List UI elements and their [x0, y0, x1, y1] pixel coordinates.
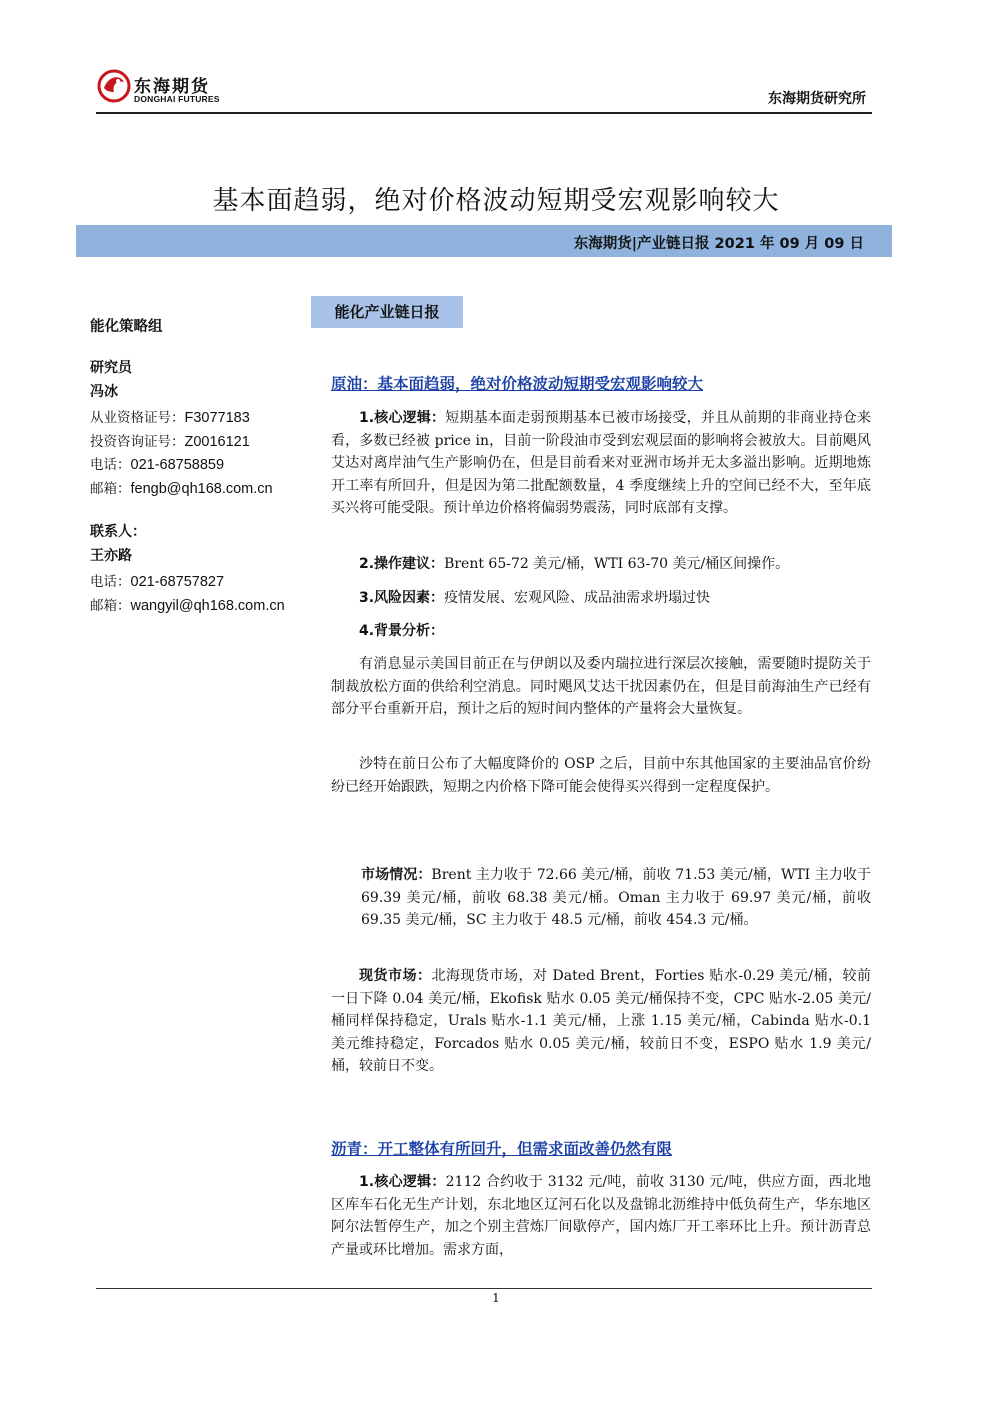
dragon-logo-icon: [96, 66, 132, 106]
contact-mail-line: [90, 594, 285, 614]
crude-market: [331, 864, 871, 932]
mail-label: 邮箱：: [90, 481, 131, 497]
consult-line: [90, 430, 250, 450]
crude-bg-label: 4.背景分析：: [359, 623, 445, 639]
crude-risk-text: 疫情发展、宏观风险、成品油需求坍塌过快: [444, 590, 711, 606]
footer-divider: [96, 1288, 872, 1289]
crude-heading: 原油：基本面趋弱，绝对价格波动短期受宏观影响较大: [331, 375, 704, 393]
mail-value: fengb@qh168.com.cn: [130, 481, 273, 497]
strategy-group: 能化策略组: [90, 319, 163, 335]
header-divider: [96, 112, 872, 114]
consult-value: Z0016121: [184, 434, 250, 450]
contact-label: 联系人：: [90, 524, 146, 540]
crude-risk-label: 3.风险因素：: [359, 590, 445, 606]
tel-value: 021-68758859: [130, 457, 225, 473]
tel-label: 电话：: [90, 457, 131, 473]
logo-text-en: DONGHAI FUTURES: [134, 94, 220, 104]
asphalt-heading: 沥青：开工整体有所回升，但需求面改善仍然有限: [331, 1140, 673, 1158]
researcher-label: 研究员: [90, 360, 132, 376]
crude-risk: [331, 587, 871, 610]
consult-label: 投资咨询证号：: [90, 434, 185, 450]
contact-tel-label: 电话：: [90, 574, 131, 590]
contact-tel-line: [90, 570, 224, 590]
institute-name: 东海期货研究所: [768, 91, 866, 107]
cert-label: 从业资格证号：: [90, 410, 185, 426]
contact-tel-value: 021-68757827: [130, 574, 225, 590]
crude-op-label: 2.操作建议：: [359, 556, 445, 572]
contact-mail-value: wangyil@qh168.com.cn: [130, 598, 285, 614]
contact-name: 王亦路: [90, 548, 132, 564]
crude-operation: [331, 553, 871, 576]
cert-line: [90, 406, 250, 426]
logo-text-cn: 东海期货: [134, 77, 210, 97]
crude-spot-text: 北海现货市场，对 Dated Brent，Forties 贴水-0.29 美元/桶，较前一日下降 0.04 美元/桶，Ekofisk 贴水 0.05 美元/桶保持不变，CPC 贴水-2.05 美元/桶同样保持稳定，Urals 贴水-1.1 美元/桶，上涨 1.15 美元/桶，Cabinda 贴水-0.1 美元维持稳定，Forcados 贴水 0.05 美元/桶，较前日不变，ESPO 贴水 1.9 美元/桶，较前日不变。: [331, 968, 871, 1075]
page-title: 基本面趋弱，绝对价格波动短期受宏观影响较大: [212, 186, 780, 216]
crude-market-text: Brent 主力收于 72.66 美元/桶，前收 71.53 美元/桶，WTI 主力收于 69.39 美元/桶，前收 68.38 美元/桶。Oman 主力收于 69.97 美元/桶，前收 69.35 美元/桶，SC 主力收于 48.5 元/桶，前收 454.3 元/桶。: [361, 867, 871, 929]
asphalt-core-logic: [331, 1171, 871, 1261]
section-tag: [311, 296, 463, 328]
report-date-label: 东海期货|产业链日报 2021 年 09 月 09 日: [573, 236, 864, 252]
crude-logic-text: 短期基本面走弱预期基本已被市场接受，并且从前期的非商业持仓来看，多数已经被 price in，目前一阶段油市受到宏观层面的影响将会被放大。目前飓风艾达对离岸油气生产影响仍在，但是目前看来对亚洲市场并无太多溢出影响。近期地炼开工率有所回升，但是因为第二批配额数量，4 季度继续上升的空间已经不大，至年底买兴将可能受限。预计单边价格将偏弱势震荡，同时底部有支撑。: [331, 410, 871, 517]
mail-line: [90, 477, 273, 497]
contact-mail-label: 邮箱：: [90, 598, 131, 614]
asphalt-logic-text: 2112 合约收于 3132 元/吨，前收 3130 元/吨，供应方面，西北地区库车石化无生产计划，东北地区辽河石化以及盘锦北沥维持中低负荷生产，华东地区阿尔法暂停生产，加之个别主营炼厂间歇停产，国内炼厂开工率环比上升。预计沥青总产量或环比增加。需求方面，: [331, 1174, 872, 1258]
tel-line: [90, 453, 224, 473]
page-number: 1: [492, 1291, 500, 1305]
crude-spot-label: 现货市场：: [359, 968, 432, 984]
section-tag-text: 能化产业链日报: [334, 303, 440, 321]
crude-background: [331, 620, 871, 643]
crude-market-label: 市场情况：: [361, 867, 432, 883]
crude-spot: [331, 965, 871, 1078]
crude-logic-label: 1.核心逻辑：: [359, 410, 446, 426]
title-bar: [76, 225, 892, 257]
crude-core-logic: [331, 407, 871, 520]
crude-op-text: Brent 65-72 美元/桶，WTI 63-70 美元/桶区间操作。: [444, 556, 790, 572]
crude-bg-paragraph-1: 有消息显示美国目前正在与伊朗以及委内瑞拉进行深层次接触，需要随时提防关于制裁放松方面的供给利空消息。同时飓风艾达干扰因素仍在，但是目前海油生产已经有部分平台重新开启，预计之后的短时间内整体的产量将会大量恢复。: [331, 656, 871, 718]
researcher-name: 冯冰: [90, 384, 118, 400]
asphalt-logic-label: 1.核心逻辑：: [359, 1174, 446, 1190]
crude-bg-paragraph-2: 沙特在前日公布了大幅度降价的 OSP 之后，目前中东其他国家的主要油品官价纷纷已经开始跟跌，短期之内价格下降可能会使得买兴得到一定程度保护。: [331, 756, 871, 795]
cert-value: F3077183: [184, 410, 250, 426]
